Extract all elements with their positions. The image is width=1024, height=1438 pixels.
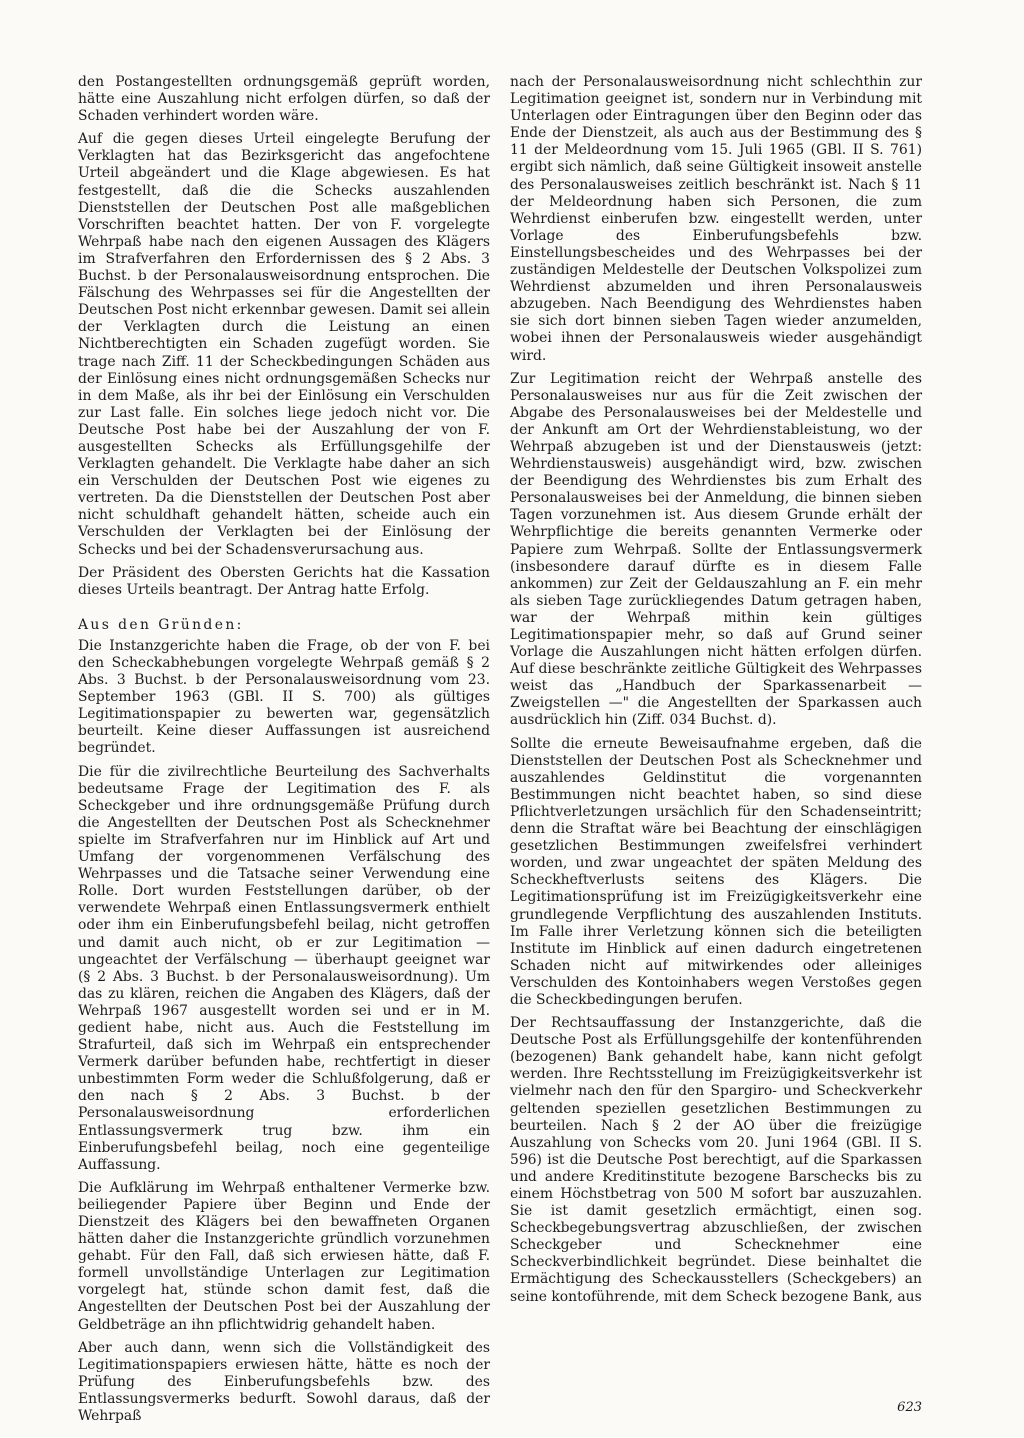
paragraph: Sollte die erneute Beweisaufnahme ergeben, daß die Dienststellen der Deutschen Post als Schecknehmer und auszahlendes Geldinstitut die vorgenannten Bestimmungen nicht beachtet haben, so sind diese Pflichtverletzungen ursächlich für den Schadenseintritt; denn die Straftat wäre bei Beachtung der einschlägigen gesetzlichen Bestimmungen zweifelsfrei verhindert worden, und zwar ungeachtet der späten Meldung des Scheckheftverlusts seitens des Klägers. Die Legitimationsprüfung ist im Freizügigkeitsverkehr eine grundlegende Verpflichtung des auszahlenden Instituts. Im Falle ihrer Verletzung können sich die beteiligten Institute im Hinblick auf einen dadurch eingetretenen Schaden nicht auf mitwirkendes oder alleiniges Verschulden des Kontoinhabers wegen Verstoßes gegen die Scheckbedingungen berufen. xyxy=(510,735,922,1008)
left-column xyxy=(78,74,490,1431)
paragraph: Die für die zivilrechtliche Beurteilung des Sachverhalts bedeutsame Frage der Legitimation des F. als Scheckgeber und ihre ordnungsgemäße Prüfung durch die Angestellten der Deutschen Post als Schecknehmer spielte im Strafverfahren nur im Hinblick auf Art und Umfang der vorgenommenen Verfälschung des Wehrpasses und die Tatsache seiner Verwendung eine Rolle. Dort wurden Feststellungen darüber, ob der verwendete Wehrpaß einen Entlassungsvermerk enthielt oder ihm ein Einberufungsbefehl beilag, nicht getroffen und damit auch nicht, ob er zur Legitimation — ungeachtet der Verfälschung — überhaupt geeignet war (§ 2 Abs. 3 Buchst. b der Personalausweisordnung). Um das zu klären, reichen die Angaben des Klägers, daß der Wehrpaß 1967 ausgestellt worden sei und er in M. gedient habe, nicht aus. Auch die Feststellung im Strafurteil, daß sich im Wehrpaß ein entsprechender Vermerk darüber befunden habe, rechtfertigt in dieser unbestimmten Form weder die Schlußfolgerung, daß er den nach § 2 Abs. 3 Buchst. b der Personalausweisordnung erforderlichen Entlassungsvermerk trug bzw. ihm ein Einberufungsbefehl beilag, noch eine gegenteilige Auffassung. xyxy=(78,763,490,1173)
right-column xyxy=(510,74,922,1312)
paragraph: nach der Personalausweisordnung nicht schlechthin zur Legitimation geeignet ist, sondern nur in Verbindung mit Unterlagen oder Eintragungen über den Beginn oder das Ende der Dienstzeit, als auch aus der Bestimmung des § 11 der Meldeordnung vom 15. Juli 1965 (GBl. II S. 761) ergibt sich nämlich, daß seine Gültigkeit insoweit anstelle des Personalausweises zeitlich beschränkt ist. Nach § 11 der Meldeordnung haben sich Personen, die zum Wehrdienst einberufen bzw. eingestellt werden, unter Vorlage des Einberufungsbefehls bzw. Einstellungsbescheides und des Wehrpasses bei der zuständigen Meldestelle der Deutschen Volkspolizei zum Wehrdienst abzumelden und ihren Personalausweis abzugeben. Nach Beendigung des Wehrdienstes haben sie sich dort binnen sieben Tagen wieder anzumelden, wobei ihnen der Personalausweis wieder ausgehändigt wird. xyxy=(510,74,922,364)
paragraph: Auf die gegen dieses Urteil eingelegte Berufung der Verklagten hat das Bezirksgericht das angefochtene Urteil abgeändert und die Klage abgewiesen. Es hat festgestellt, daß die die Schecks auszahlenden Dienststellen der Deutschen Post alle maßgeblichen Vorschriften beachtet hatten. Der von F. vorgelegte Wehrpaß habe nach den eigenen Aussagen des Klägers im Strafverfahren den Erfordernissen des § 2 Abs. 3 Buchst. b der Personalausweisordnung entsprochen. Die Fälschung des Wehrpasses sei für die Angestellten der Deutschen Post nicht erkennbar gewesen. Damit sei allein der Verklagten durch die Leistung an einen Nichtberechtigten ein Schaden zugefügt worden. Sie trage nach Ziff. 11 der Scheckbedingungen Schäden aus der Einlösung eines nicht ordnungsgemäßen Schecks nur in dem Maße, als ihr bei der Einlösung ein Verschulden zur Last falle. Ein solches liege jedoch nicht vor. Die Deutsche Post habe bei der Auszahlung der von F. ausgestellten Schecks als Erfüllungsgehilfe der Verklagten gehandelt. Die Verklagte habe daher an sich ein Verschulden der Deutschen Post wie eigenes zu vertreten. Da die Dienststellen der Deutschen Post aber nicht schuldhaft gehandelt hätten, scheide auch ein Verschulden der Verklagten bei der Einlösung der Schecks und bei der Schadensverursachung aus. xyxy=(78,131,490,558)
page-number: 623 xyxy=(897,1400,922,1415)
paragraph: den Postangestellten ordnungsgemäß geprüft worden, hätte eine Auszahlung nicht erfolgen dürfen, so daß der Schaden verhindert worden wäre. xyxy=(78,74,490,125)
paragraph: Aber auch dann, wenn sich die Vollständigkeit des Legitimationspapiers erwiesen hätte, hätte es noch der Prüfung des Einberufungsbefehls bzw. des Entlassungsvermerks bedurft. Sowohl daraus, daß der Wehrpaß xyxy=(78,1339,490,1425)
paragraph: Der Präsident des Obersten Gerichts hat die Kassation dieses Urteils beantragt. Der Antrag hatte Erfolg. xyxy=(78,564,490,598)
paragraph: Die Aufklärung im Wehrpaß enthaltener Vermerke bzw. beiliegender Papiere über Beginn und Ende der Dienstzeit des Klägers bei den bewaffneten Organen hätten daher die Instanzgerichte gründlich vorzunehmen gehabt. Für den Fall, daß sich erwiesen hätte, daß F. formell unvollständige Unterlagen zur Legitimation vorgelegt hat, stünde schon damit fest, daß die Angestellten der Deutschen Post bei der Auszahlung der Geldbeträge an ihn pflichtwidrig gehandelt haben. xyxy=(78,1179,490,1333)
paragraph: Zur Legitimation reicht der Wehrpaß anstelle des Personalausweises nur aus für die Zeit zwischen der Abgabe des Personalausweises bei der Meldestelle und der Ankunft am Ort der Wehrdienstableistung, wo der Wehrpaß abzugeben ist und der Dienstausweis (jetzt: Wehrdienstausweis) ausgehändigt wird, bzw. zwischen der Beendigung des Wehrdienstes bis zum Erhalt des Personalausweises bei der Anmeldung, die binnen sieben Tagen vorzunehmen ist. Aus diesem Grunde erhält der Wehrpflichtige die bereits genannten Vermerke oder Papiere zum Wehrpaß. Sollte der Entlassungsvermerk (insbesondere darauf dürfte es in diesem Falle ankommen) zur Zeit der Geldauszahlung an F. ein mehr als sieben Tage zurückliegendes Datum getragen haben, war der Wehrpaß mithin kein gültiges Legitimationspapier mehr, so daß auf Grund seiner Vorlage die Auszahlungen nicht hätten erfolgen dürfen. Auf diese beschränkte zeitliche Gültigkeit des Wehrpasses weist das „Handbuch der Sparkassenarbeit — Zweigstellen —" die Angestellten der Sparkassen auch ausdrücklich hin (Ziff. 034 Buchst. d). xyxy=(510,370,922,729)
section-heading: Aus den Gründen: xyxy=(78,616,244,633)
paragraph: Die Instanzgerichte haben die Frage, ob der von F. bei den Scheckabhebungen vorgelegte Wehrpaß gemäß § 2 Abs. 3 Buchst. b der Personalausweisordnung vom 23. September 1963 (GBl. II S. 700) als gültiges Legitimationspapier zu bewerten war, gegensätzlich beurteilt. Keine dieser Auffassungen ist ausreichend begründet. xyxy=(78,637,490,757)
paragraph: Der Rechtsauffassung der Instanzgerichte, daß die Deutsche Post als Erfüllungsgehilfe der kontenführenden (bezogenen) Bank gehandelt habe, kann nicht gefolgt werden. Ihre Rechtsstellung im Freizügigkeitsverkehr ist vielmehr nach den für den Spargiro- und Scheckverkehr geltenden speziellen gesetzlichen Bestimmungen zu beurteilen. Nach § 2 der AO über die freizügige Auszahlung von Schecks vom 20. Juni 1964 (GBl. II S. 596) ist die Deutsche Post berechtigt, auf die Sparkassen und andere Kreditinstitute bezogene Barschecks bis zu einem Höchstbetrag von 500 M sofort bar auszuzahlen. Sie ist damit gesetzlich ermächtigt, einen sog. Scheckbegebungsvertrag abzuschließen, der zwischen Scheckgeber und Schecknehmer eine Scheckverbindlichkeit begründet. Diese beinhaltet die Ermächtigung des Scheckausstellers (Scheckgebers) an seine kontoführende, mit dem Scheck bezogene Bank, aus xyxy=(510,1015,922,1305)
